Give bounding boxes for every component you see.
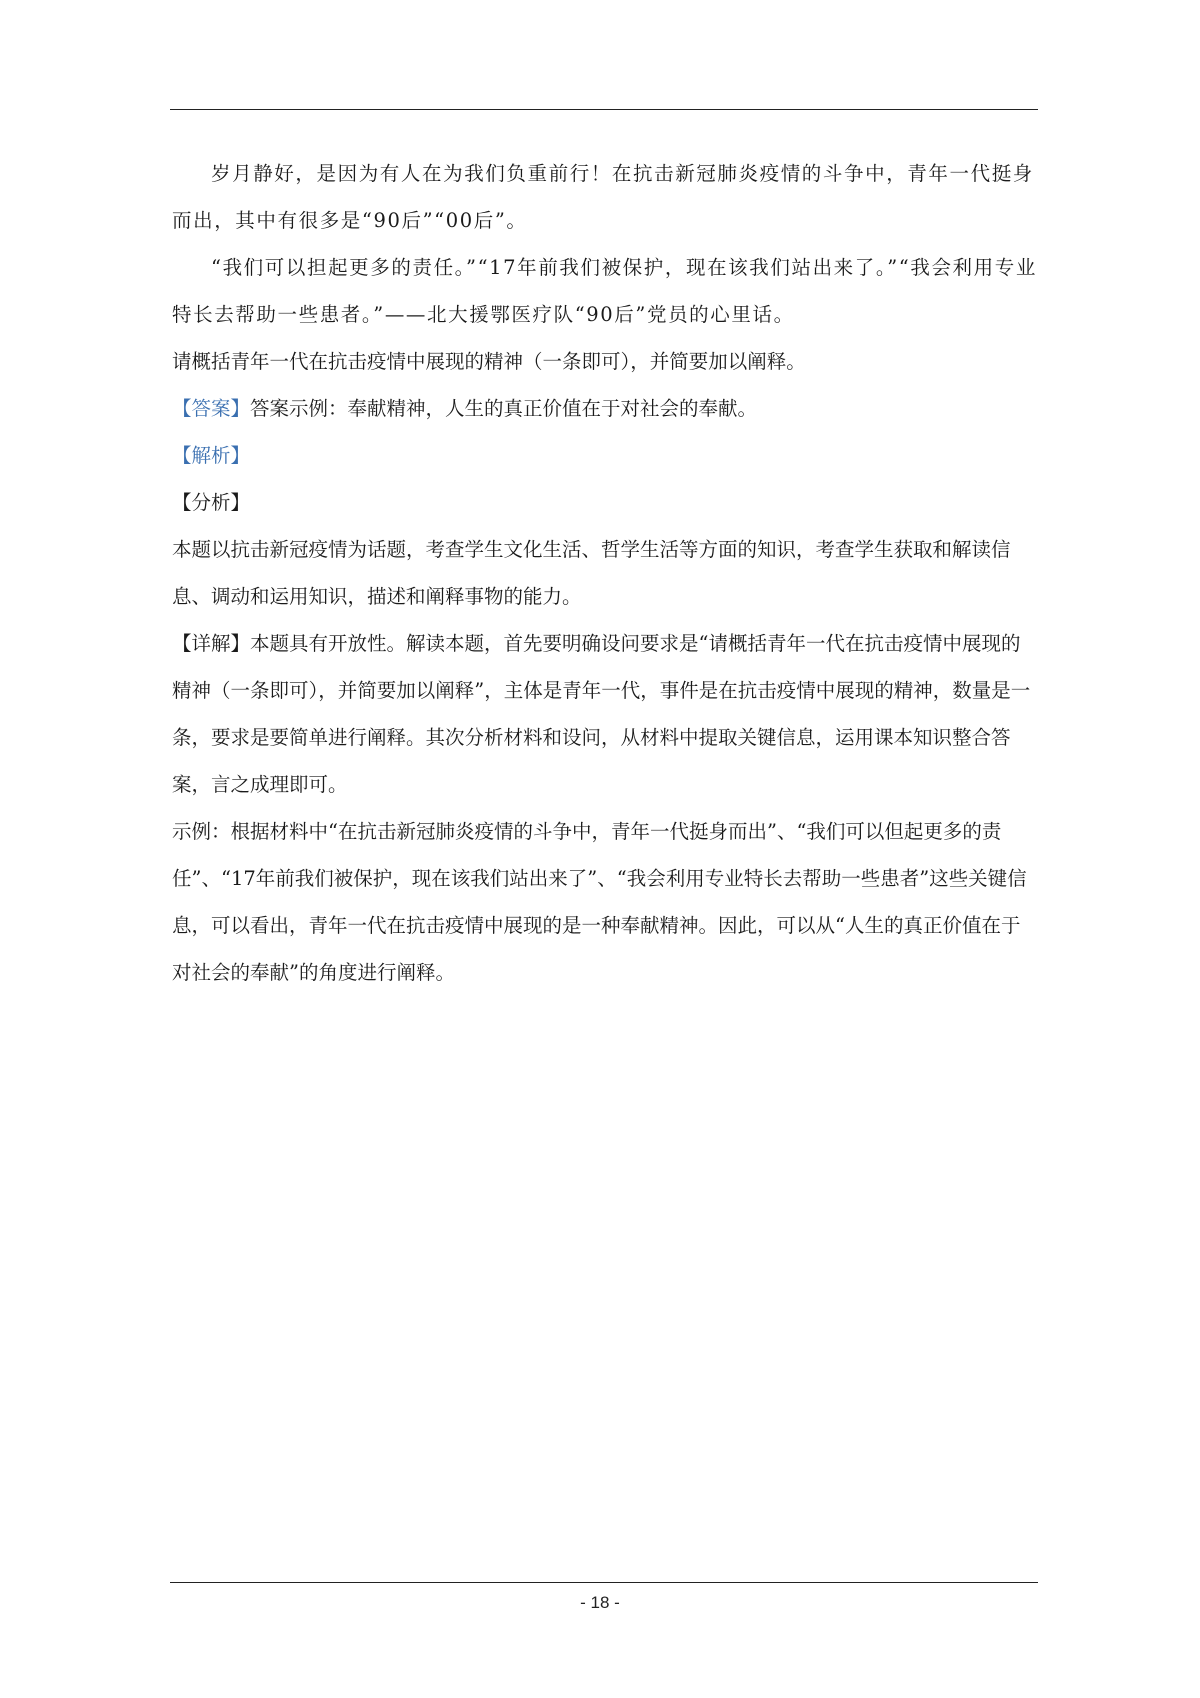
header-rule <box>170 109 1038 110</box>
fenxi-heading <box>172 479 1038 526</box>
fenxi-label: 【分析】 <box>172 491 251 514</box>
detail-paragraph <box>172 620 1038 808</box>
analysis-heading <box>172 432 1038 479</box>
fenxi-text: 本题以抗击新冠疫情为话题，考查学生文化生活、哲学生活等方面的知识，考查学生获取和解读信息、调动和运用知识，描述和阐释事物的能力。 <box>172 538 1011 608</box>
example-paragraph: 示例：根据材料中“在抗击新冠肺炎疫情的斗争中，青年一代挺身而出”、“我们可以但起更多的责任”、“17年前我们被保护，现在该我们站出来了”、“我会利用专业特长去帮助一些患者”这些关键信息，可以看出，青年一代在抗击疫情中展现的是一种奉献精神。因此，可以从“人生的真正价值在于对社会的奉献”的角度进行阐释。 <box>172 820 1027 984</box>
material-paragraph-1: 岁月静好，是因为有人在为我们负重前行！在抗击新冠肺炎疫情的斗争中，青年一代挺身而出，其中有很多是“90后”“00后”。 <box>172 162 1034 232</box>
analysis-label: 【解析】 <box>172 444 251 467</box>
material-paragraph-2: “我们可以担起更多的责任。”“17年前我们被保护，现在该我们站出来了。”“我会利用专业特长去帮助一些患者。”——北大援鄂医疗队“90后”党员的心里话。 <box>172 256 1037 326</box>
answer-label: 【答案】 <box>172 397 251 420</box>
question-text: 请概括青年一代在抗击疫情中展现的精神（一条即可），并简要加以阐释。 <box>172 350 806 373</box>
content-body <box>172 150 1038 996</box>
detail-text: 本题具有开放性。解读本题，首先要明确设问要求是“请概括青年一代在抗击疫情中展现的精神（一条即可），并简要加以阐释”，主体是青年一代，事件是在抗击疫情中展现的精神，数量是一条，要求是要简单进行阐释。其次分析材料和设问，从材料中提取关键信息，运用课本知识整合答案，言之成理即可。 <box>172 632 1031 796</box>
detail-label: 【详解】 <box>172 632 251 655</box>
page-number: - 18 - <box>580 1593 620 1612</box>
answer-paragraph <box>172 385 1038 432</box>
answer-text: 答案示例：奉献精神，人生的真正价值在于对社会的奉献。 <box>250 397 758 420</box>
footer-rule <box>170 1582 1038 1583</box>
